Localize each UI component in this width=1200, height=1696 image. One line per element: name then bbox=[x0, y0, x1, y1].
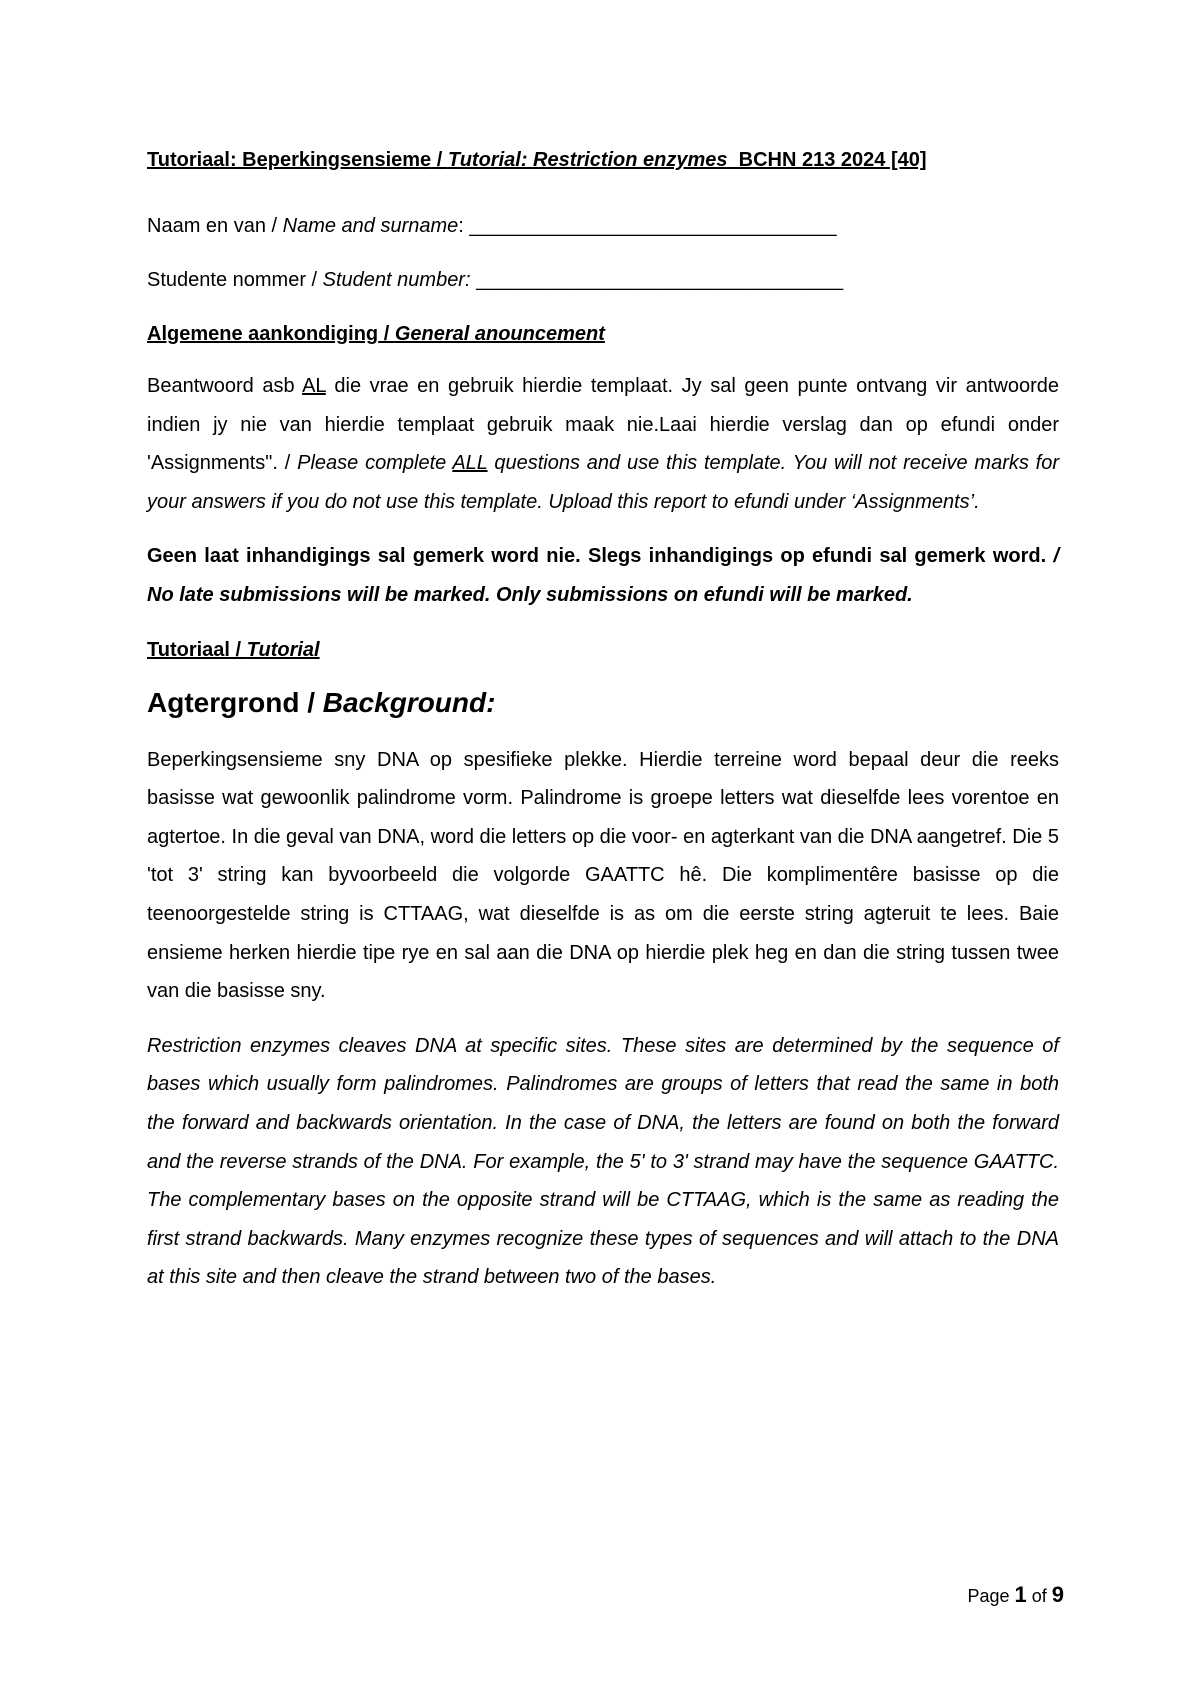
student-number-field bbox=[147, 261, 1059, 299]
tutorial-heading-sep: / bbox=[229, 638, 247, 661]
late-notice-en: / No late submissions will be marked. Only submissions on efundi will be marked. bbox=[147, 545, 1059, 606]
tutorial-heading-en: Tutorial bbox=[246, 638, 320, 661]
of-word: of bbox=[1026, 1586, 1052, 1606]
name-label-en: Name and surname bbox=[282, 215, 459, 237]
announcement-text-a: Beantwoord asb bbox=[147, 375, 303, 397]
late-notice-af: Geen laat inhandigings sal gemerk word nie. Slegs inhandigings op efundi sal gemerk word. bbox=[147, 545, 1054, 568]
title-english: Tutorial: Restriction enzymes bbox=[447, 149, 728, 171]
document-title bbox=[147, 141, 1059, 179]
current-page: 1 bbox=[1014, 1582, 1027, 1607]
background-paragraph-af: Beperkingsensieme sny DNA op spesifieke plekke. Hierdie terreine word bepaal deur die reeks basisse wat gewoonlik palindrome vorm. Palindrome is groepe letters wat dieselfde lees vorentoe en agtertoe. In die geval van DNA, word die letters op die voor- en agterkant van die DNA aangetref. Die 5 'tot 3' string kan byvoorbeeld die volgorde GAATTC hê. Die komplimentêre basisse op die teenoorgestelde string is CTTAAG, wat dieselfde is as om die eerste string agteruit te lees. Baie ensieme herken hierdie tipe rye en sal aan die DNA op hierdie plek heg en dan die string tussen twee van die basisse sny. bbox=[147, 748, 1059, 1003]
announcement-heading bbox=[147, 315, 1059, 353]
name-label-af: Naam en van / bbox=[147, 215, 283, 237]
background-heading-af: Agtergrond / bbox=[147, 686, 323, 718]
late-submission-notice bbox=[147, 537, 1059, 614]
name-field bbox=[147, 207, 1059, 245]
student-label-af: Studente nommer / bbox=[147, 269, 323, 291]
name-answer-line[interactable]: _________________________________ bbox=[469, 215, 837, 237]
title-separator: / bbox=[431, 149, 448, 171]
tutorial-heading bbox=[147, 631, 1059, 669]
page-content bbox=[147, 141, 1059, 1313]
background-heading-en: Background: bbox=[322, 686, 496, 718]
student-answer-line[interactable]: _________________________________ bbox=[470, 269, 844, 291]
student-label-en: Student number: bbox=[322, 269, 471, 291]
announcement-all-en: ALL bbox=[452, 452, 488, 475]
announcement-heading-af: Algemene aankondiging bbox=[147, 323, 379, 345]
background-paragraph-en: Restriction enzymes cleaves DNA at specific sites. These sites are determined by the sequence of bases which usually form palindromes. Palindromes are groups of letters that read the same in both the forward and backwards orientation. In the case of DNA, the letters are found on both the forward and the reverse strands of the DNA. For example, the 5' to 3' strand may have the sequence GAATTC. The complementary bases on the opposite strand will be CTTAAG, which is the same as reading the first strand backwards. Many enzymes recognize these types of sequences and will attach to the DNA at this site and then cleave the strand between two of the bases. bbox=[147, 1034, 1059, 1289]
announcement-heading-sep: / bbox=[378, 323, 395, 345]
announcement-paragraph bbox=[147, 367, 1059, 521]
page-number bbox=[967, 1582, 1064, 1608]
title-afrikaans: Tutoriaal: Beperkingsensieme bbox=[147, 149, 432, 171]
announcement-heading-en: General anouncement bbox=[394, 323, 605, 345]
course-code: BCHN 213 2024 [40] bbox=[738, 149, 927, 171]
name-colon: : bbox=[458, 215, 470, 237]
total-pages: 9 bbox=[1051, 1582, 1064, 1607]
announcement-text-b: die vrae en gebruik hierdie templaat. Jy sal geen punte ontvang vir antwoorde indien jy nie van hierdie templaat gebruik maak nie.Laai hierdie verslag dan op efundi onder 'Assignments". / bbox=[147, 375, 1059, 475]
announcement-text-c: Please complete bbox=[297, 452, 453, 475]
announcement-all-af: AL bbox=[302, 375, 326, 397]
announcement-text-d: questions and use this template. You will not receive marks for your answers if you do not use this template. Upload this report to efundi under ‘Assignments’. bbox=[147, 452, 1059, 513]
background-heading bbox=[147, 683, 1059, 723]
page-word: Page bbox=[967, 1586, 1015, 1606]
tutorial-heading-af: Tutoriaal bbox=[147, 638, 230, 661]
